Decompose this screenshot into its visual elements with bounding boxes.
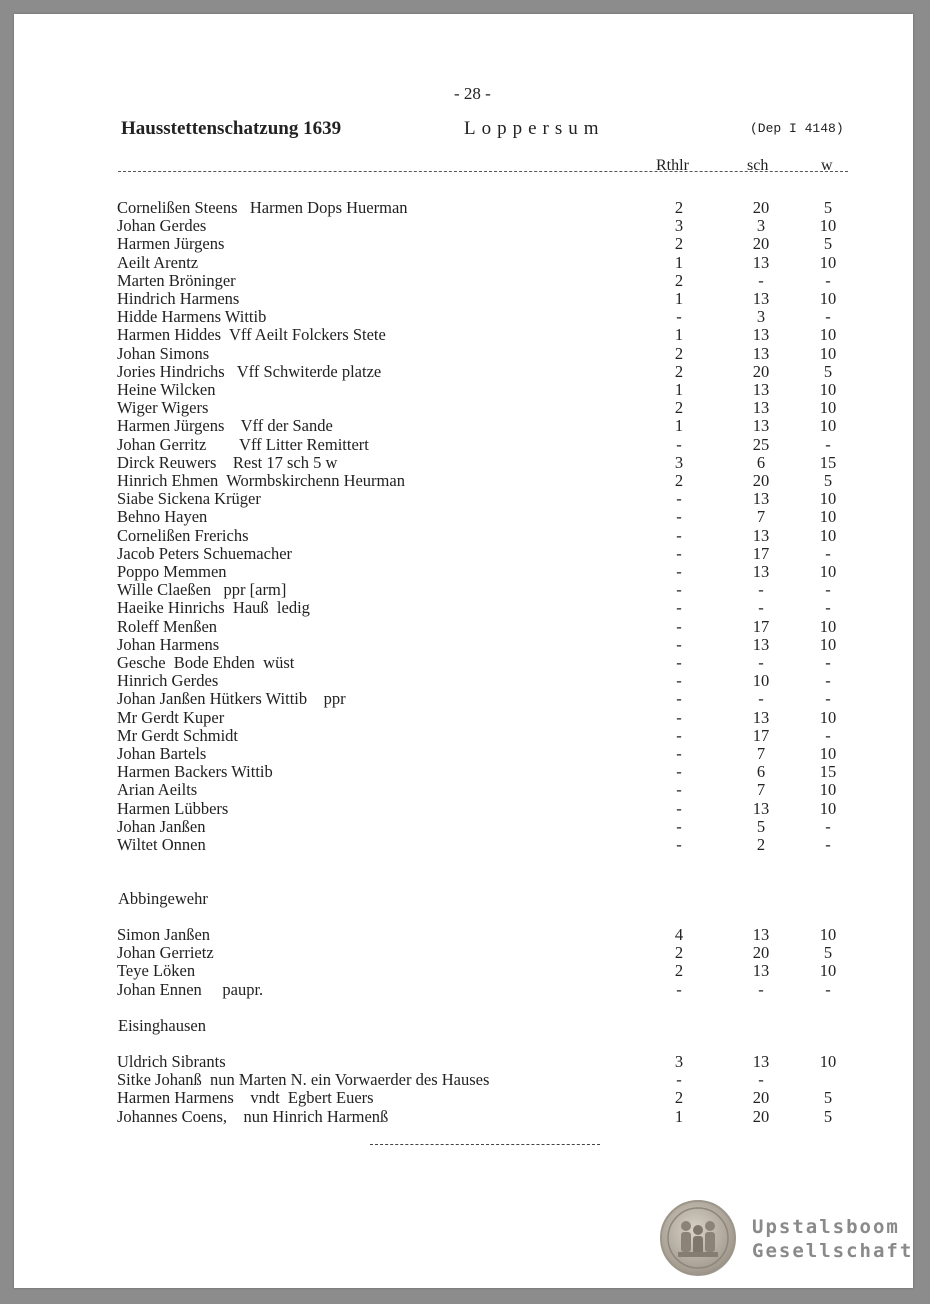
table-row	[14, 926, 913, 944]
w-value: 5	[823, 198, 833, 217]
entry-name: Johan Bartels	[117, 744, 207, 763]
entry-name: Cornelißen Steens Harmen Dops Huerman	[117, 198, 408, 217]
entry-name: Hidde Harmens Wittib	[117, 307, 267, 327]
sch-value: 7	[756, 507, 766, 527]
w-value: 10	[819, 634, 837, 654]
entry-name: Dirck Reuwers Rest 17 sch 5 w	[117, 452, 338, 472]
sch-value: -	[758, 653, 764, 672]
brand-line-2: Gesellschaft	[752, 1240, 914, 1262]
entry-name: Aeilt Arentz	[117, 252, 199, 272]
end-divider	[370, 1144, 600, 1145]
entry-name: Harmen Backers Wittib	[117, 762, 273, 782]
entry-name: Siabe Sickena Krüger	[117, 489, 261, 509]
place-name: Loppersum	[464, 118, 605, 139]
sch-value: 13	[752, 1052, 770, 1071]
sch-value: 5	[756, 816, 766, 836]
w-value: 5	[823, 1106, 833, 1126]
rthlr-value: 3	[674, 1052, 684, 1071]
w-value: 10	[819, 1052, 837, 1071]
table-row	[14, 308, 913, 326]
sch-value: -	[758, 580, 764, 600]
header-divider	[118, 171, 848, 172]
sch-value: 2	[756, 835, 766, 854]
entry-name: Johan Gerrietz	[117, 943, 214, 963]
w-value: -	[825, 653, 831, 672]
rthlr-value: 2	[674, 343, 684, 363]
table-row	[14, 381, 913, 399]
table-row	[14, 654, 913, 672]
sch-value: 7	[756, 744, 766, 763]
w-value: 15	[819, 452, 837, 472]
w-value: 10	[819, 525, 837, 545]
rthlr-value: -	[676, 562, 682, 581]
sch-value: 13	[752, 707, 770, 727]
entry-name: Mr Gerdt Kuper	[117, 707, 225, 727]
rthlr-value: 1	[674, 325, 684, 345]
entry-name: Harmen Jürgens	[117, 234, 225, 254]
w-value: 10	[819, 216, 837, 236]
column-header-w: w	[821, 157, 833, 174]
entry-name: Marten Bröninger	[117, 270, 236, 290]
column-header-rthlr: Rthlr	[656, 157, 689, 174]
entry-name: Sitke Johanß nun Marten N. ein Vorwaerder des Hauses	[117, 1070, 490, 1090]
rthlr-value: -	[676, 634, 682, 654]
table-row	[14, 345, 913, 363]
entry-name: Johan Janßen	[117, 816, 206, 836]
sch-value: 6	[756, 762, 766, 782]
rthlr-value: -	[676, 543, 682, 563]
w-value: 10	[819, 489, 837, 509]
table-row	[14, 436, 913, 454]
entry-name: Hinrich Gerdes	[117, 671, 219, 691]
w-value: -	[825, 543, 831, 563]
rthlr-value: 4	[674, 925, 684, 944]
table-row	[14, 745, 913, 763]
rthlr-value: 1	[674, 252, 684, 272]
rthlr-value: 2	[674, 398, 684, 418]
table-row	[14, 254, 913, 272]
w-value: 10	[819, 398, 837, 418]
table-row	[14, 800, 913, 818]
entry-name: Johannes Coens, nun Hinrich Harmenß	[117, 1106, 389, 1126]
w-value: -	[825, 689, 831, 709]
entry-name: Wille Claeßen ppr [arm]	[117, 580, 287, 600]
entry-name: Johan Ennen paupr.	[117, 979, 264, 999]
w-value: 5	[823, 943, 833, 963]
table-row	[14, 454, 913, 472]
sch-value: 17	[752, 725, 770, 745]
entry-name: Johan Janßen Hütkers Wittib ppr	[117, 689, 346, 709]
w-value: 10	[819, 380, 837, 399]
rthlr-value: -	[676, 979, 682, 999]
entry-name: Mr Gerdt Schmidt	[117, 725, 238, 745]
w-value: -	[825, 598, 831, 618]
table-row	[14, 690, 913, 708]
entry-name: Johan Gerritz Vff Litter Remittert	[117, 434, 369, 454]
rthlr-value: -	[676, 725, 682, 745]
document-title: Hausstettenschatzung 1639	[121, 118, 342, 139]
entry-name: Jacob Peters Schuemacher	[117, 543, 293, 563]
rthlr-value: -	[676, 653, 682, 672]
w-value: 10	[819, 252, 837, 272]
rthlr-value: -	[676, 744, 682, 763]
rthlr-value: 2	[674, 961, 684, 981]
entry-name: Cornelißen Frerichs	[117, 525, 249, 545]
w-value: 5	[823, 1088, 833, 1108]
entry-name: Johan Harmens	[117, 634, 220, 654]
entry-name: Jories Hindrichs Vff Schwiterde platze	[117, 361, 382, 381]
archive-reference: (Dep I 4148)	[750, 121, 844, 136]
entry-name: Harmen Lübbers	[117, 798, 229, 818]
rthlr-value: -	[676, 507, 682, 527]
table-row	[14, 1108, 913, 1126]
table-row	[14, 962, 913, 980]
entry-name: Harmen Jürgens Vff der Sande	[117, 416, 333, 436]
table-row	[14, 836, 913, 854]
entry-name: Arian Aeilts	[117, 780, 198, 800]
seal-logo-icon	[660, 1200, 736, 1276]
table-row	[14, 672, 913, 690]
entry-name: Wiltet Onnen	[117, 835, 206, 854]
sch-value: 13	[752, 634, 770, 654]
sch-value: 20	[752, 361, 770, 381]
table-row	[14, 1053, 913, 1071]
sch-value: 7	[756, 780, 766, 800]
rthlr-value: -	[676, 762, 682, 782]
entry-name: Gesche Bode Ehden wüst	[117, 653, 295, 672]
sch-value: 13	[752, 380, 770, 399]
rthlr-value: -	[676, 671, 682, 691]
w-value: 10	[819, 507, 837, 527]
document-page	[14, 14, 913, 1288]
sch-value: 10	[752, 671, 770, 691]
section-title-eisinghausen: Eisinghausen	[118, 1016, 206, 1035]
sch-value: 3	[756, 307, 766, 327]
table-row	[14, 199, 913, 217]
rthlr-value: 1	[674, 289, 684, 308]
table-row	[14, 527, 913, 545]
sch-value: 25	[752, 434, 770, 454]
w-value: -	[825, 816, 831, 836]
table-row	[14, 490, 913, 508]
rthlr-value: 2	[674, 1088, 684, 1108]
w-value: -	[825, 270, 831, 290]
entry-name: Roleff Menßen	[117, 616, 218, 636]
rthlr-value: 2	[674, 471, 684, 490]
rthlr-value: 3	[674, 216, 684, 236]
sch-value: 13	[752, 325, 770, 345]
rthlr-value: 2	[674, 361, 684, 381]
w-value: 15	[819, 762, 837, 782]
sch-value: -	[758, 270, 764, 290]
sch-value: 13	[752, 925, 770, 944]
brand-line-1: Upstalsboom	[752, 1216, 900, 1238]
w-value: -	[825, 979, 831, 999]
rthlr-value: -	[676, 434, 682, 454]
entry-name: Uldrich Sibrants	[117, 1052, 226, 1071]
sch-value: 20	[752, 1106, 770, 1126]
w-value: 10	[819, 925, 837, 944]
rthlr-value: -	[676, 307, 682, 327]
table-row	[14, 1089, 913, 1107]
entry-name: Hinrich Ehmen Wormbskirchenn Heurman	[117, 471, 405, 490]
sch-value: 13	[752, 416, 770, 436]
rthlr-value: -	[676, 598, 682, 618]
rthlr-value: -	[676, 780, 682, 800]
sch-value: 20	[752, 471, 770, 490]
w-value: -	[825, 307, 831, 327]
sch-value: 20	[752, 943, 770, 963]
rthlr-value: 2	[674, 234, 684, 254]
rthlr-value: -	[676, 1070, 682, 1090]
rthlr-value: -	[676, 689, 682, 709]
rthlr-value: -	[676, 580, 682, 600]
sch-value: 13	[752, 343, 770, 363]
sch-value: 17	[752, 543, 770, 563]
w-value: 10	[819, 798, 837, 818]
w-value: 5	[823, 361, 833, 381]
section-title-abbingewehr: Abbingewehr	[118, 889, 208, 908]
entry-name: Wiger Wigers	[117, 398, 209, 418]
w-value: 10	[819, 616, 837, 636]
rthlr-value: -	[676, 816, 682, 836]
sch-value: 13	[752, 562, 770, 581]
table-row	[14, 399, 913, 417]
entry-name: Simon Janßen	[117, 925, 211, 944]
sch-value: -	[758, 598, 764, 618]
w-value: 10	[819, 707, 837, 727]
rthlr-value: 1	[674, 1106, 684, 1126]
rthlr-value: 3	[674, 452, 684, 472]
table-row	[14, 636, 913, 654]
table-row	[14, 563, 913, 581]
table-row	[14, 763, 913, 781]
table-row	[14, 217, 913, 235]
rthlr-value: 1	[674, 380, 684, 399]
table-row	[14, 272, 913, 290]
sch-value: 13	[752, 489, 770, 509]
sch-value: 6	[756, 452, 766, 472]
table-row	[14, 618, 913, 636]
sch-value: 13	[752, 289, 770, 308]
table-row	[14, 709, 913, 727]
entry-name: Teye Löken	[117, 961, 196, 981]
sch-value: 13	[752, 525, 770, 545]
sch-value: 13	[752, 798, 770, 818]
table-row	[14, 508, 913, 526]
table-row	[14, 581, 913, 599]
sch-value: 13	[752, 398, 770, 418]
table-row	[14, 944, 913, 962]
sch-value: -	[758, 1070, 764, 1090]
table-row	[14, 818, 913, 836]
sch-value: 20	[752, 234, 770, 254]
table-row	[14, 599, 913, 617]
entry-name: Johan Gerdes	[117, 216, 207, 236]
w-value: -	[825, 671, 831, 691]
rthlr-value: 2	[674, 943, 684, 963]
rthlr-value: -	[676, 707, 682, 727]
entry-name: Harmen Harmens vndt Egbert Euers	[117, 1088, 374, 1108]
table-row	[14, 781, 913, 799]
entry-name: Poppo Memmen	[117, 562, 227, 581]
table-row	[14, 235, 913, 253]
entry-name: Johan Simons	[117, 343, 210, 363]
rthlr-value: -	[676, 489, 682, 509]
w-value: 5	[823, 234, 833, 254]
sch-value: 20	[752, 198, 770, 217]
rthlr-value: -	[676, 525, 682, 545]
table-row	[14, 981, 913, 999]
table-row	[14, 326, 913, 344]
entry-name: Hindrich Harmens	[117, 289, 240, 308]
w-value: 10	[819, 325, 837, 345]
sch-value: 13	[752, 252, 770, 272]
w-value: 10	[819, 744, 837, 763]
w-value: -	[825, 434, 831, 454]
w-value: -	[825, 835, 831, 854]
table-row	[14, 472, 913, 490]
rthlr-value: 1	[674, 416, 684, 436]
w-value: 10	[819, 961, 837, 981]
w-value: 5	[823, 471, 833, 490]
sch-value: 17	[752, 616, 770, 636]
table-row	[14, 727, 913, 745]
rthlr-value: 2	[674, 198, 684, 217]
table-row	[14, 1071, 913, 1089]
rthlr-value: -	[676, 835, 682, 854]
w-value: 10	[819, 562, 837, 581]
sch-value: -	[758, 979, 764, 999]
rthlr-value: -	[676, 616, 682, 636]
table-row	[14, 545, 913, 563]
w-value: 10	[819, 343, 837, 363]
page-number: - 28 -	[454, 84, 491, 103]
w-value: -	[825, 725, 831, 745]
sch-value: 13	[752, 961, 770, 981]
w-value: 10	[819, 416, 837, 436]
rthlr-value: -	[676, 798, 682, 818]
entry-name: Heine Wilcken	[117, 380, 216, 399]
entry-name: Behno Hayen	[117, 507, 208, 527]
column-header-sch: sch	[747, 157, 769, 174]
entry-name: Harmen Hiddes Vff Aeilt Folckers Stete	[117, 325, 386, 345]
sch-value: 3	[756, 216, 766, 236]
w-value: -	[825, 580, 831, 600]
table-row	[14, 417, 913, 435]
table-row	[14, 290, 913, 308]
sch-value: 20	[752, 1088, 770, 1108]
sch-value: -	[758, 689, 764, 709]
entry-name: Haeike Hinrichs Hauß ledig	[117, 598, 310, 618]
rthlr-value: 2	[674, 270, 684, 290]
w-value: 10	[819, 780, 837, 800]
w-value: 10	[819, 289, 837, 308]
table-row	[14, 363, 913, 381]
